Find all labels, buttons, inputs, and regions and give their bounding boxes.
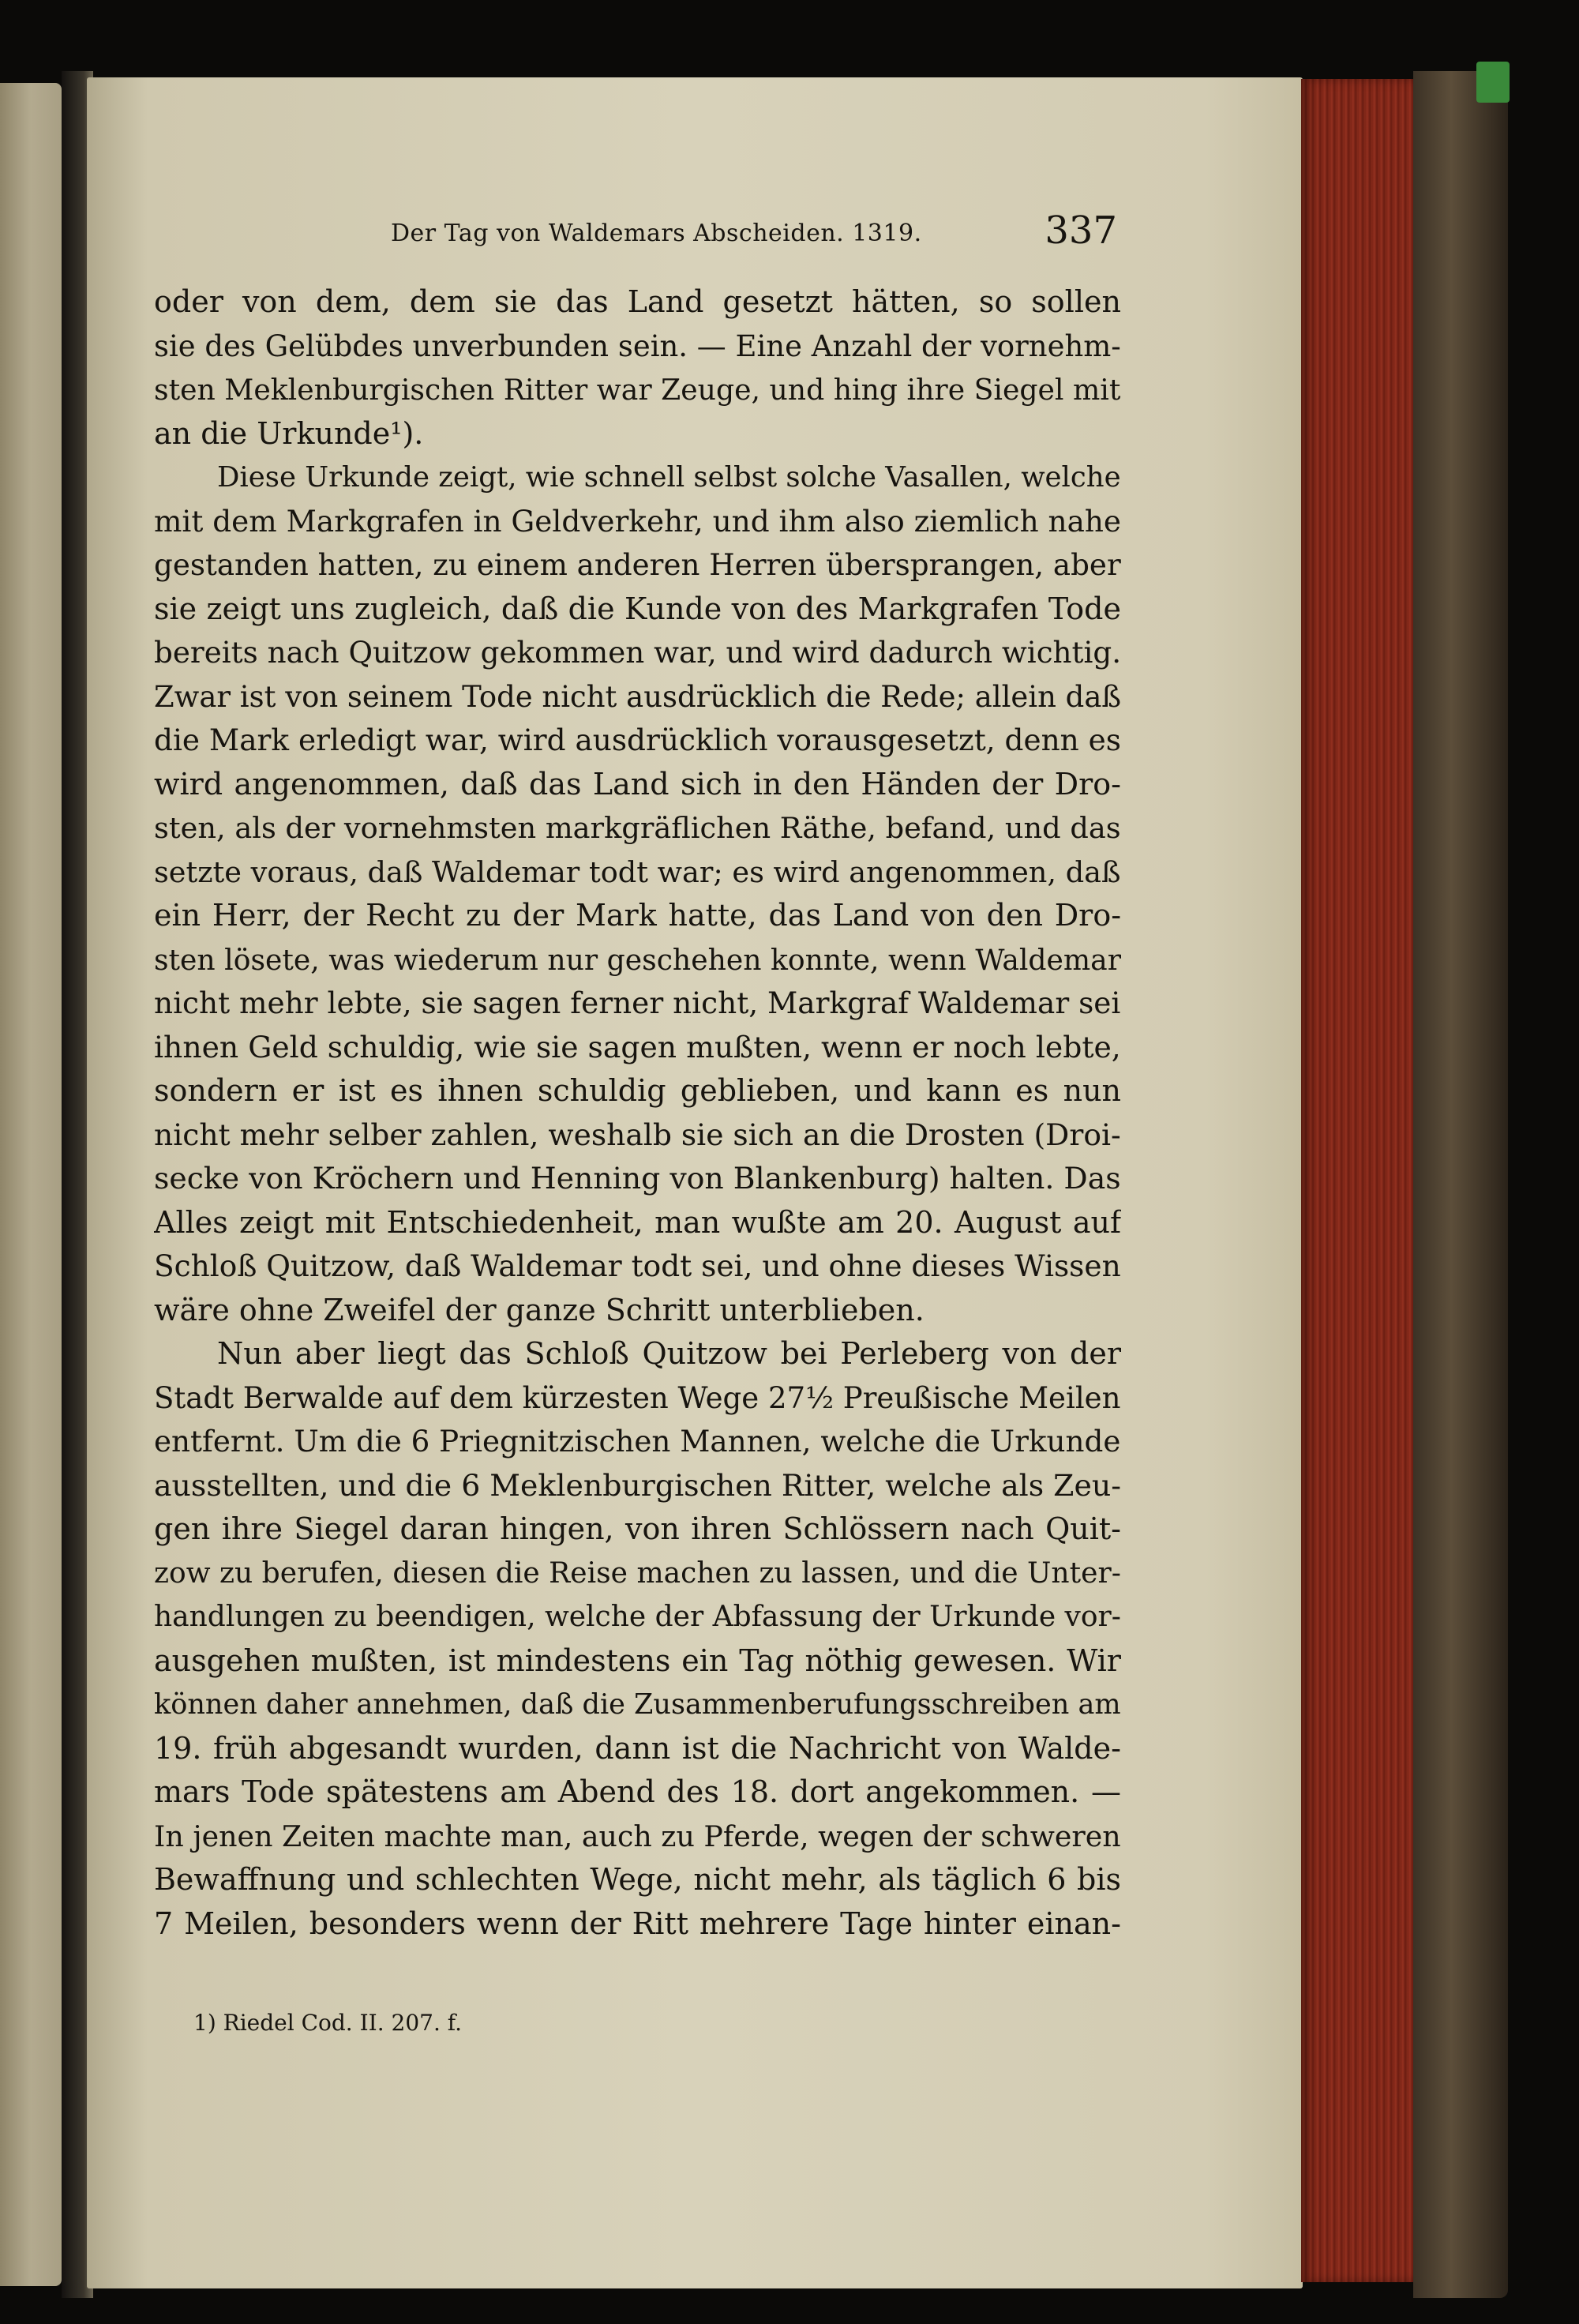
previous-page-edge: [0, 83, 62, 2286]
text-line: die Mark erledigt war, wird ausdrücklich vorausgesetzt, denn es: [154, 723, 1121, 757]
text-line: 19. früh abgesandt wurden, dann ist die Nachricht von Walde-: [154, 1730, 1121, 1766]
text-line: sten, als der vornehmsten markgräflichen Räthe, befand, und das: [154, 811, 1121, 845]
text-line: oder von dem, dem sie das Land gesetzt hätten, so sollen: [154, 284, 1121, 319]
text-line: wäre ohne Zweifel der ganze Schritt unterblieben.: [154, 1292, 925, 1327]
text-line: ausgehen mußten, ist mindestens ein Tag nöthig gewesen. Wir: [154, 1643, 1121, 1678]
running-head: [237, 208, 1145, 261]
text-line: Alles zeigt mit Entschiedenheit, man wußte am 20. August auf: [154, 1204, 1121, 1240]
corner-marker: [1476, 62, 1510, 103]
text-line: Bewaffnung und schlechten Wege, nicht mehr, als täglich 6 bis: [154, 1862, 1121, 1897]
text-line: 7 Meilen, besonders wenn der Ritt mehrere Tage hinter einan-: [154, 1905, 1121, 1941]
text-line: an die Urkunde¹).: [154, 415, 424, 451]
text-line: gen ihre Siegel daran hingen, von ihren Schlössern nach Quit-: [154, 1511, 1121, 1546]
footnote: 1) Riedel Cod. II. 207. f.: [193, 2010, 463, 2036]
text-line: sie des Gelübdes unverbunden sein. — Eine Anzahl der vornehm-: [154, 329, 1121, 363]
text-line: secke von Kröchern und Henning von Blankenburg) halten. Das: [154, 1161, 1121, 1196]
text-line: ein Herr, der Recht zu der Mark hatte, das Land von den Dro-: [154, 898, 1121, 933]
text-line: mit dem Markgrafen in Geldverkehr, und ihm also ziemlich nahe: [154, 503, 1121, 539]
text-line: mars Tode spätestens am Abend des 18. dort angekommen. —: [154, 1774, 1121, 1809]
text-line: sten Meklenburgischen Ritter war Zeuge, und hing ihre Siegel mit: [154, 373, 1121, 407]
text-line: bereits nach Quitzow gekommen war, und wird dadurch wichtig.: [154, 635, 1121, 670]
page-number: 337: [1045, 208, 1117, 253]
text-line: entfernt. Um die 6 Priegnitzischen Mannen, welche die Urkunde: [154, 1424, 1121, 1459]
text-line: ihnen Geld schuldig, wie sie sagen mußten, wenn er noch lebte,: [154, 1029, 1121, 1064]
text-line: können daher annehmen, daß die Zusammenberufungsschreiben am: [154, 1688, 1121, 1721]
text-line: setzte voraus, daß Waldemar todt war; es wird angenommen, daß: [154, 854, 1121, 889]
text-line: wird angenommen, daß das Land sich in den Händen der Dro-: [154, 766, 1121, 802]
text-line: Stadt Berwalde auf dem kürzesten Wege 27½ Preußische Meilen: [154, 1380, 1121, 1415]
text-line: Zwar ist von seinem Tode nicht ausdrücklich die Rede; allein daß: [154, 679, 1121, 714]
text-line: Nun aber liegt das Schloß Quitzow bei Perleberg von der: [217, 1336, 1121, 1371]
book-cover-edge: [1413, 71, 1508, 2298]
text-line: sondern er ist es ihnen schuldig geblieben, und kann es nun: [154, 1073, 1121, 1108]
body-text: [154, 280, 1121, 1946]
running-head-title: Der Tag von Waldemars Abscheiden. 1319.: [391, 220, 922, 247]
text-line: handlungen zu beendigen, welche der Abfassung der Urkunde vor-: [154, 1601, 1121, 1633]
text-line: sie zeigt uns zugleich, daß die Kunde von des Markgrafen Tode: [154, 591, 1121, 626]
text-line: Diese Urkunde zeigt, wie schnell selbst solche Vasallen, welche: [217, 461, 1121, 494]
text-line: ausstellten, und die 6 Meklenburgischen Ritter, welche als Zeu-: [154, 1467, 1121, 1503]
text-line: zow zu berufen, diesen die Reise machen zu lassen, und die Unter-: [154, 1556, 1121, 1590]
text-line: gestanden hatten, zu einem anderen Herren übersprangen, aber: [154, 547, 1121, 582]
text-line: nicht mehr lebte, sie sagen ferner nicht, Markgraf Waldemar sei: [154, 986, 1121, 1020]
text-line: nicht mehr selber zahlen, weshalb sie sich an die Drosten (Droi-: [154, 1117, 1121, 1152]
text-line: sten lösete, was wiederum nur geschehen konnte, wenn Waldemar: [154, 942, 1121, 977]
red-page-edges: [1301, 79, 1420, 2282]
text-line: In jenen Zeiten machte man, auch zu Pferde, wegen der schweren: [154, 1819, 1121, 1853]
text-line: Schloß Quitzow, daß Waldemar todt sei, und ohne dieses Wissen: [154, 1248, 1121, 1283]
